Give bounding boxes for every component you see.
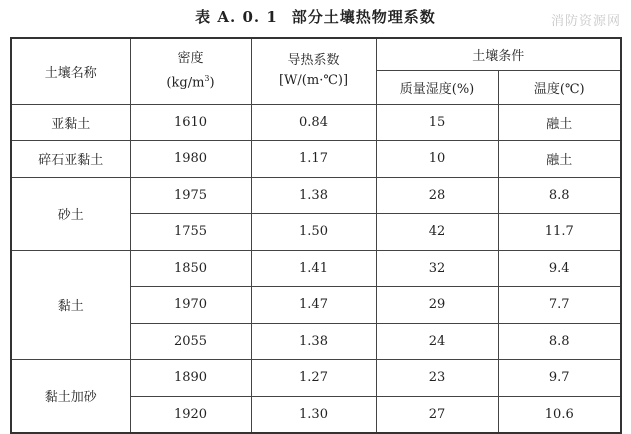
header-temperature: 温度(℃): [498, 70, 621, 104]
table-row: [11, 360, 621, 397]
cell-conductivity: 0.84: [251, 104, 376, 141]
cell-temperature: 11.7: [498, 214, 621, 251]
cell-density: 1850: [130, 250, 251, 287]
cell-soil-name: 亚黏土: [11, 104, 130, 141]
header-conductivity: [251, 38, 376, 104]
table-number: 表 A. 0. 1: [195, 8, 278, 26]
header-moisture: 质量湿度(%): [376, 70, 498, 104]
cell-temperature: 8.8: [498, 323, 621, 360]
cell-temperature: 融土: [498, 104, 621, 141]
cell-moisture: 28: [376, 177, 498, 214]
header-density-label: 密度: [177, 51, 204, 67]
watermark: 消防资源网: [550, 14, 621, 29]
header-density: [130, 38, 251, 104]
cell-moisture: 27: [376, 396, 498, 433]
table-row: [11, 141, 621, 178]
cell-density: 1610: [130, 104, 251, 141]
table-title: [0, 6, 631, 27]
table-row: [11, 177, 621, 214]
cell-soil-name: 黏土: [11, 250, 130, 360]
cell-temperature: 10.6: [498, 396, 621, 433]
cell-soil-name: 黏土加砂: [11, 360, 130, 433]
table-row: [11, 250, 621, 287]
header-soil-conditions: 土壤条件: [376, 38, 621, 70]
cell-temperature: 7.7: [498, 287, 621, 324]
cell-moisture: 29: [376, 287, 498, 324]
cell-conductivity: 1.38: [251, 323, 376, 360]
cell-density: 1890: [130, 360, 251, 397]
cell-moisture: 42: [376, 214, 498, 251]
soil-thermal-table: [10, 37, 622, 434]
header-conductivity-label: 导热系数: [287, 53, 340, 69]
cell-density: 1975: [130, 177, 251, 214]
cell-conductivity: 1.50: [251, 214, 376, 251]
table-caption: 部分土壤热物理系数: [291, 8, 436, 26]
cell-density: 1970: [130, 287, 251, 324]
cell-moisture: 23: [376, 360, 498, 397]
cell-density: 2055: [130, 323, 251, 360]
cell-conductivity: 1.47: [251, 287, 376, 324]
cell-temperature: 融土: [498, 141, 621, 178]
header-soil-name: 土壤名称: [11, 38, 130, 104]
cell-temperature: 9.4: [498, 250, 621, 287]
cell-moisture: 24: [376, 323, 498, 360]
cell-moisture: 15: [376, 104, 498, 141]
cell-conductivity: 1.30: [251, 396, 376, 433]
cell-conductivity: 1.27: [251, 360, 376, 397]
cell-temperature: 8.8: [498, 177, 621, 214]
header-density-unit: $(kg/m^3)$: [166, 74, 215, 91]
cell-density: 1980: [130, 141, 251, 178]
table-row: [11, 104, 621, 141]
cell-conductivity: 1.38: [251, 177, 376, 214]
cell-moisture: 10: [376, 141, 498, 178]
cell-conductivity: 1.41: [251, 250, 376, 287]
cell-conductivity: 1.17: [251, 141, 376, 178]
cell-density: 1755: [130, 214, 251, 251]
cell-soil-name: 碎石亚黏土: [11, 141, 130, 178]
header-row: [11, 38, 621, 70]
cell-temperature: 9.7: [498, 360, 621, 397]
header-conductivity-unit: [W/(m·℃)]: [278, 73, 349, 89]
cell-density: 1920: [130, 396, 251, 433]
cell-soil-name: 砂土: [11, 177, 130, 250]
cell-moisture: 32: [376, 250, 498, 287]
